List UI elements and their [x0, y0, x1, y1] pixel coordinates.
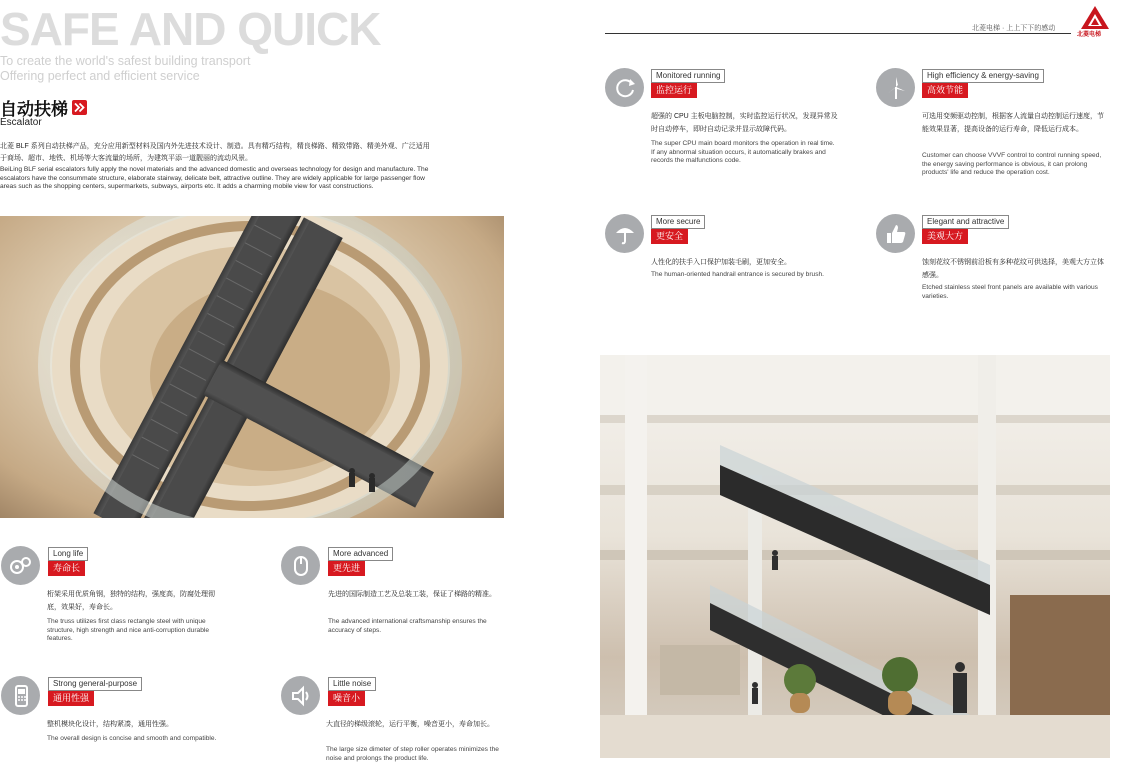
feature-tag-cn: 寿命长 — [48, 561, 85, 576]
mouse-icon — [281, 546, 320, 585]
feature-tag-cn: 更安全 — [651, 229, 688, 244]
intro-text-en: BeiLing BLF serial escalators fully apply the novel materials and the advanced domestic and overseas technology for design and manufacture. The escalators have the consummate structure, elaborate stairway, delicate belt, attractive outline. They are widely applicable for large passenger flow areas such as the shopping centers, supermarkets, subways, airports etc. It adds a charming mobile view for vast constructions. — [0, 166, 429, 191]
thumbs-up-icon — [876, 214, 915, 253]
brand-logo-text: 北菱电梯 — [1077, 32, 1102, 38]
feature-tag-en: Long life — [48, 547, 88, 561]
phone-icon — [1, 676, 40, 715]
feature-tag-cn: 监控运行 — [651, 83, 697, 98]
feature-long-life — [1, 546, 231, 641]
feature-tag-cn: 高效节能 — [922, 83, 968, 98]
section-title-cn-text: 自动扶梯 — [0, 100, 68, 119]
brand-tagline: 北菱电梯 · 上上下下的感动 — [972, 25, 1056, 32]
feature-desc-en: The human-oriented handrail entrance is secured by brush. — [651, 271, 825, 278]
feature-monitored-running — [605, 68, 845, 188]
feature-desc-cn: 桁架采用优质角钢，独特的结构，强度高，防腐处理彻底，效果好，寿命长。 — [47, 591, 215, 611]
feature-desc-en: The advanced international craftsmanship ensures the accuracy of steps. — [328, 618, 487, 634]
feature-tag-en: Little noise — [328, 677, 376, 691]
feature-tag-en: More advanced — [328, 547, 393, 561]
feature-tag-cn: 美观大方 — [922, 229, 968, 244]
feature-desc-cn: 超强的 CPU 主板电脑控制，实时监控运行状况，发现异常及时自动停车，即时自动记录并显示故障代码。 — [651, 113, 838, 133]
feature-tag-en: Monitored running — [651, 69, 725, 83]
page-heading: SAFE AND QUICK — [0, 3, 381, 55]
feature-desc-en: The truss utilizes first class rectangle steel with unique structure, high strength and nice anti-corruption durable features. — [47, 618, 210, 643]
header-rule — [605, 33, 1071, 34]
mall-escalator-photo — [600, 355, 1110, 758]
feature-desc-en: The overall design is concise and smooth and compatible. — [47, 735, 217, 742]
feature-desc-en: The large size dimeter of step roller operates minimizes the noise and prolongs the product life. — [326, 746, 499, 762]
section-title-en: Escalator — [0, 117, 42, 128]
feature-desc-cn: 整机模块化设计，结构紧凑，通用性强。 — [47, 721, 173, 728]
feature-tag-en: Strong general-purpose — [48, 677, 142, 691]
feature-desc-cn: 人性化的扶手入口保护加装毛刷，更加安全。 — [651, 259, 791, 266]
escalator-atrium-photo — [0, 216, 504, 518]
feature-desc-cn: 可选用变频驱动控制，根据客人流量自动控制运行速度，节能效果显著，提高设备的运行寿命，降低运行成本。 — [922, 113, 1104, 133]
windmill-icon — [876, 68, 915, 107]
feature-tag-en: High efficiency & energy-saving — [922, 69, 1044, 83]
feature-desc-cn: 大直径的梯级滚轮，运行平衡，噪音更小，寿命加长。 — [326, 721, 494, 728]
feature-general-purpose — [1, 676, 231, 771]
feature-tag-cn: 更先进 — [328, 561, 365, 576]
feature-desc-en: The super CPU main board monitors the operation in real time. If any abnormal situation occurs, it automatically brakes and records the malfunctions code. — [651, 140, 835, 165]
speaker-icon — [281, 676, 320, 715]
feature-desc-cn: 蚀刻花纹不锈钢前沿板有多种花纹可供选择，美观大方立体感强。 — [922, 259, 1104, 279]
feature-elegant — [876, 214, 1116, 304]
gears-icon — [1, 546, 40, 585]
feature-more-secure — [605, 214, 845, 304]
double-chevron-icon — [72, 100, 87, 115]
feature-desc-cn: 先进的国际制造工艺及总装工装，保证了梯路的精准。 — [328, 591, 496, 598]
feature-desc-en: Etched stainless steel front panels are available with various varieties. — [922, 284, 1098, 300]
feature-tag-en: More secure — [651, 215, 705, 229]
feature-little-noise — [281, 676, 511, 771]
feature-desc-en: Customer can choose VVVF control to control running speed, the energy saving performance is obvious, it can prolong products' life and reduce the operation cost. — [922, 152, 1102, 177]
slogan-line-1: To create the world's safest building transport — [0, 54, 251, 68]
umbrella-icon — [605, 214, 644, 253]
feature-tag-cn: 噪音小 — [328, 691, 365, 706]
slogan-line-2: Offering perfect and efficient service — [0, 69, 200, 83]
feature-tag-cn: 通用性强 — [48, 691, 94, 706]
feature-energy-saving — [876, 68, 1116, 188]
feature-tag-en: Elegant and attractive — [922, 215, 1009, 229]
intro-text-cn: 北菱 BLF 系列自动扶梯产品，充分应用新型材料及国内外先进技术设计、制造。具有精巧结构，精良梯路、精致带路、精美外观、广泛适用于商场、超市、地铁、机场等大客流量的场所，为建筑平添一道靓丽的流动风景。 — [0, 143, 430, 162]
feature-more-advanced — [281, 546, 511, 641]
refresh-icon — [605, 68, 644, 107]
